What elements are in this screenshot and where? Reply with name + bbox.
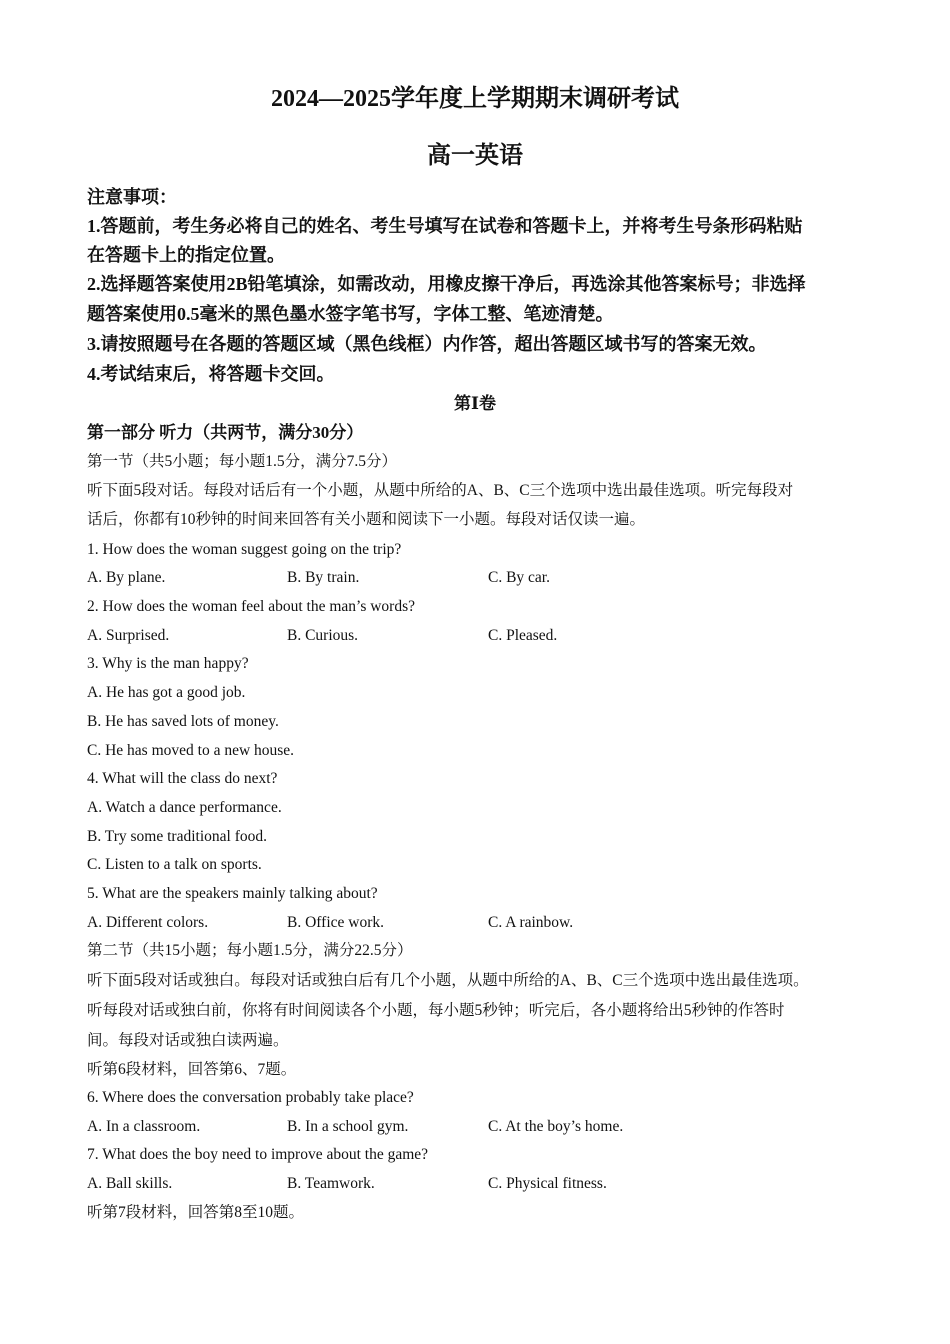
notice-item-2a: 2.选择题答案使用2B铅笔填涂，如需改动，用橡皮擦干净后，再选涂其他答案标号；非选择: [87, 274, 806, 294]
q2-option-b: B. Curious.: [287, 627, 359, 644]
q6-stem: 6. Where does the conversation probably take place?: [87, 1089, 414, 1106]
section2-instruction-b: 听每段对话或独白前，你将有时间阅读各个小题，每小题5秒钟；听完后，各小题将给出5秒钟的作答时: [87, 1002, 785, 1019]
notice-item-3: 3.请按照题号在各题的答题区域（黑色线框）内作答，超出答题区域书写的答案无效。: [87, 334, 767, 354]
q4-option-c: C. Listen to a talk on sports.: [87, 856, 262, 873]
material-6-note: 听第6段材料，回答第6、7题。: [87, 1061, 297, 1078]
exam-subtitle: 高一英语: [427, 143, 523, 169]
q1-stem: 1. How does the woman suggest going on the trip?: [87, 541, 402, 558]
notice-item-1a: 1.答题前，考生务必将自己的姓名、考生号填写在试卷和答题卡上，并将考生号条形码粘贴: [87, 216, 803, 236]
q2-option-a: A. Surprised.: [87, 627, 170, 644]
q3-option-b: B. He has saved lots of money.: [87, 713, 279, 730]
q7-option-a: A. Ball skills.: [87, 1175, 173, 1192]
q7-option-b: B. Teamwork.: [287, 1175, 375, 1192]
notice-item-2b: 题答案使用0.5毫米的黑色墨水签字笔书写，字体工整、笔迹清楚。: [87, 304, 614, 324]
q1-option-c: C. By car.: [488, 569, 550, 586]
q6-option-a: A. In a classroom.: [87, 1118, 201, 1135]
q5-option-c: C. A rainbow.: [488, 914, 574, 931]
q3-option-a: A. He has got a good job.: [87, 684, 246, 701]
q4-option-a: A. Watch a dance performance.: [87, 799, 282, 816]
q5-option-a: A. Different colors.: [87, 914, 209, 931]
q5-stem: 5. What are the speakers mainly talking about?: [87, 885, 378, 902]
q5-option-b: B. Office work.: [287, 914, 384, 931]
q2-stem: 2. How does the woman feel about the man’s words?: [87, 598, 416, 615]
q4-option-b: B. Try some traditional food.: [87, 828, 267, 845]
q2-option-c: C. Pleased.: [488, 627, 558, 644]
material-7-note: 听第7段材料，回答第8至10题。: [87, 1204, 305, 1221]
section1-instruction-a: 听下面5段对话。每段对话后有一个小题，从题中所给的A、B、C三个选项中选出最佳选项。听完每段对: [87, 482, 794, 499]
exam-title: 2024—2025学年度上学期期末调研考试: [271, 86, 679, 112]
q6-option-c: C. At the boy’s home.: [488, 1118, 624, 1135]
q1-option-a: A. By plane.: [87, 569, 166, 586]
q3-stem: 3. Why is the man happy?: [87, 655, 249, 672]
q4-stem: 4. What will the class do next?: [87, 770, 278, 787]
section2-instruction-a: 听下面5段对话或独白。每段对话或独白后有几个小题，从题中所给的A、B、C三个选项中选出最佳选项。: [87, 972, 809, 989]
section1-instruction-b: 话后，你都有10秒钟的时间来回答有关小题和阅读下一小题。每段对话仅读一遍。: [87, 511, 646, 528]
section2-heading: 第二节（共15小题；每小题1.5分，满分22.5分）: [87, 942, 413, 959]
notice-heading: 注意事项：: [87, 187, 177, 207]
q7-stem: 7. What does the boy need to improve about the game?: [87, 1146, 429, 1163]
section1-heading: 第一节（共5小题；每小题1.5分，满分7.5分）: [87, 453, 398, 470]
q1-option-b: B. By train.: [287, 569, 360, 586]
volume-heading: 第Ⅰ卷: [454, 394, 496, 413]
section2-instruction-c: 间。每段对话或独白读两遍。: [87, 1032, 289, 1049]
q7-option-c: C. Physical fitness.: [488, 1175, 607, 1192]
part1-heading: 第一部分 听力（共两节，满分30分）: [87, 423, 364, 442]
q6-option-b: B. In a school gym.: [287, 1118, 409, 1135]
notice-item-1b: 在答题卡上的指定位置。: [87, 245, 285, 265]
q3-option-c: C. He has moved to a new house.: [87, 742, 295, 759]
notice-item-4: 4.考试结束后，将答题卡交回。: [87, 364, 335, 384]
